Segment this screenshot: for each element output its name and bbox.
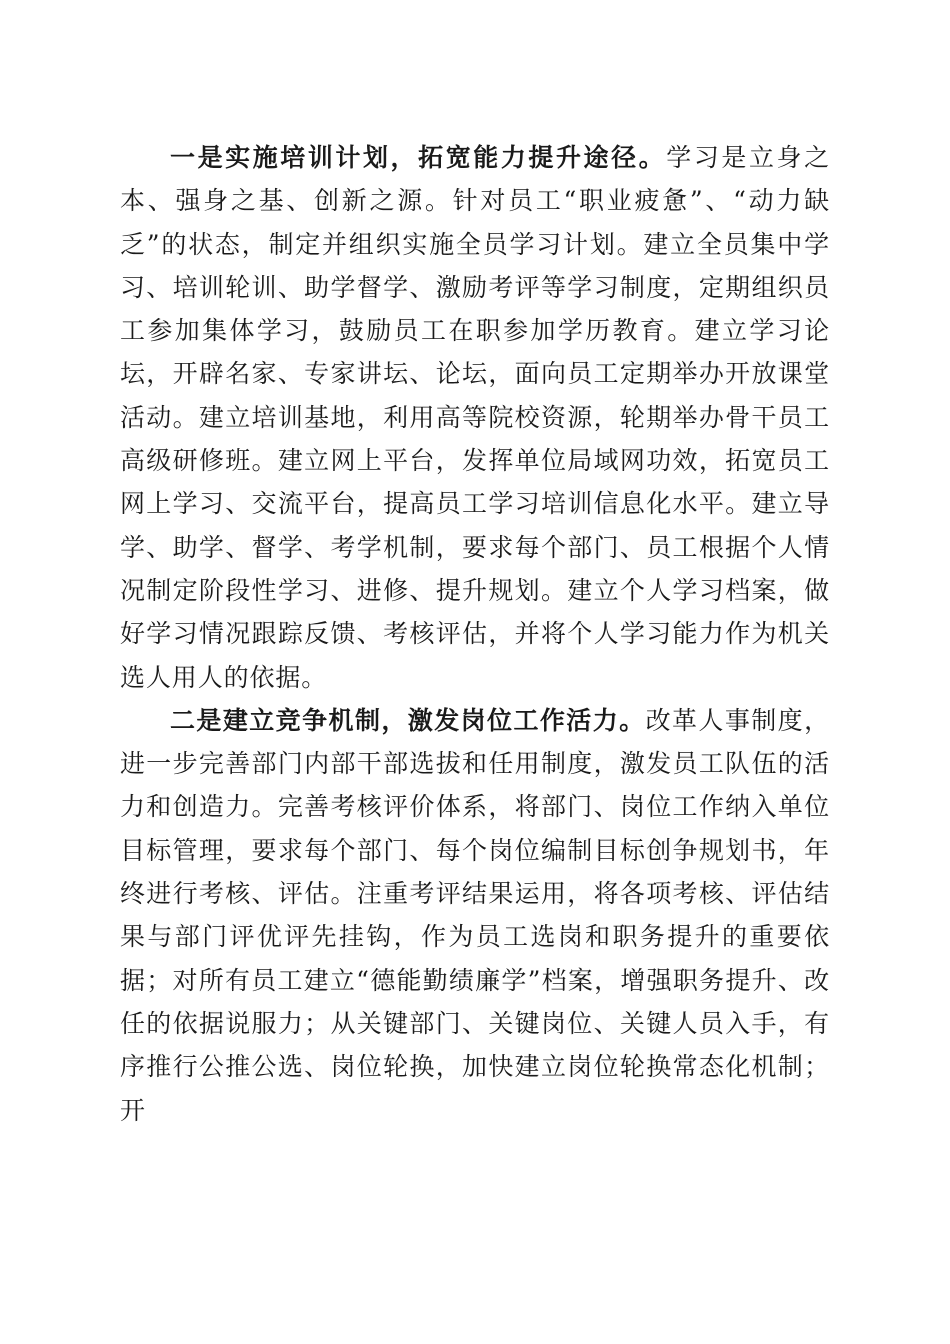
paragraph-2-lead: 二是建立竞争机制，激发岗位工作活力。 [170,705,646,735]
paragraph-2-body: 改革人事制度，进一步完善部门内部干部选拔和任用制度，激发员工队伍的活力和创造力。完善考核评价体系，将部门、岗位工作纳入单位目标管理，要求每个部门、每个岗位编制目标创争规划书，年终进行考核、评估。注重考评结果运用，将各项考核、评估结果与部门评优评先挂钩，作为员工选岗和职务提升的重要依据；对所有员工建立“德能勤绩廉学”档案，增强职务提升、改任的依据说服力；从关键部门、关键岗位、关键人员入手，有序推行公推公选、岗位轮换，加快建立岗位轮换常态化机制；开 [120,705,830,1125]
paragraph-2 [120,699,830,1132]
document-body [120,136,830,1132]
paragraph-1 [120,136,830,699]
paragraph-1-body: 学习是立身之本、强身之基、创新之源。针对员工“职业疲惫”、“动力缺乏”的状态，制定并组织实施全员学习计划。建立全员集中学习、培训轮训、助学督学、激励考评等学习制度，定期组织员工参加集体学习，鼓励员工在职参加学历教育。建立学习论坛，开辟名家、专家讲坛、论坛，面向员工定期举办开放课堂活动。建立培训基地，利用高等院校资源，轮期举办骨干员工高级研修班。建立网上平台，发挥单位局域网功效，拓宽员工网上学习、交流平台，提高员工学习培训信息化水平。建立导学、助学、督学、考学机制，要求每个部门、员工根据个人情况制定阶段性学习、进修、提升规划。建立个人学习档案，做好学习情况跟踪反馈、考核评估，并将个人学习能力作为机关选人用人的依据。 [120,143,830,692]
paragraph-1-lead: 一是实施培训计划，拓宽能力提升途径。 [170,143,667,172]
